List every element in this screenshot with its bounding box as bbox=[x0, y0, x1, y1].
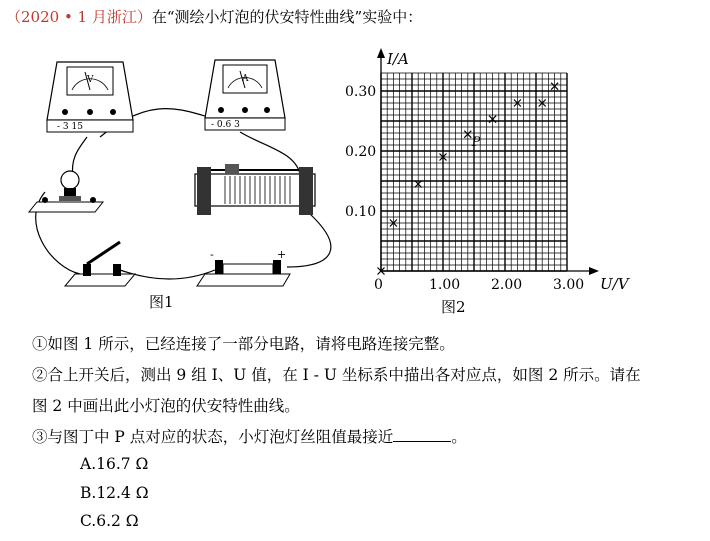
y-tick-label: 0.10 bbox=[345, 204, 377, 220]
x-tick-label: 3.00 bbox=[553, 277, 585, 293]
chart-grid bbox=[381, 73, 567, 271]
figure2-caption: 图2 bbox=[441, 298, 466, 316]
battery-plus-label: + bbox=[277, 248, 287, 261]
question-2-line1: ②合上开关后，测出 9 组 I、U 值，在 I - U 坐标系中描出各对应点，如图 2 所示。请在 bbox=[32, 366, 641, 384]
battery-minus-label: - bbox=[210, 248, 214, 261]
question-source: （2020 • 1 月浙江） bbox=[6, 8, 152, 26]
question-title: 在“测绘小灯泡的伏安特性曲线”实验中： bbox=[151, 8, 423, 26]
point-p-label: P bbox=[471, 135, 481, 151]
x-axis-arrow bbox=[589, 267, 599, 275]
question-3-text: ③与图丁中 P 点对应的状态，小灯泡灯丝阻值最接近 bbox=[32, 428, 394, 446]
question-2-line2: 图 2 中画出此小灯泡的伏安特性曲线。 bbox=[32, 397, 300, 415]
x-axis-label: U/V bbox=[600, 275, 629, 293]
y-tick-label: 0.30 bbox=[345, 84, 377, 100]
voltmeter bbox=[47, 62, 133, 132]
iu-chart bbox=[345, 42, 655, 320]
question-header bbox=[6, 6, 422, 27]
x-tick-label: 1.00 bbox=[429, 277, 461, 293]
question-3 bbox=[32, 425, 467, 447]
question-3-end: 。 bbox=[451, 428, 467, 446]
option-c[interactable]: C.6.2 Ω bbox=[80, 512, 139, 530]
origin-label: 0 bbox=[374, 277, 383, 293]
figure1-caption: 图1 bbox=[149, 293, 174, 311]
option-b[interactable]: B.12.4 Ω bbox=[80, 484, 149, 502]
ammeter bbox=[205, 60, 285, 130]
battery bbox=[197, 248, 290, 286]
question-1: ①如图 1 所示，已经连接了一部分电路，请将电路连接完整。 bbox=[32, 335, 455, 353]
y-tick-label: 0.20 bbox=[345, 144, 377, 160]
wire-rheostat-to-battery bbox=[287, 214, 331, 267]
ammeter-terminals: - 0.6 3 bbox=[211, 120, 240, 130]
answer-blank[interactable] bbox=[393, 427, 451, 442]
y-axis-arrow bbox=[377, 48, 385, 58]
y-axis-label: I/A bbox=[387, 50, 409, 68]
option-a[interactable]: A.16.7 Ω bbox=[80, 455, 149, 473]
voltmeter-terminals: - 3 15 bbox=[57, 122, 83, 132]
voltmeter-letter: V bbox=[87, 75, 94, 85]
wire-ammeter-to-rheostat bbox=[240, 132, 300, 174]
x-tick-label: 2.00 bbox=[491, 277, 523, 293]
switch bbox=[65, 242, 135, 286]
ammeter-letter: A bbox=[242, 74, 249, 84]
wire-voltmeter-to-lamp bbox=[72, 137, 87, 177]
lamp bbox=[29, 171, 103, 212]
circuit-figure bbox=[25, 42, 365, 312]
rheostat bbox=[195, 164, 315, 215]
